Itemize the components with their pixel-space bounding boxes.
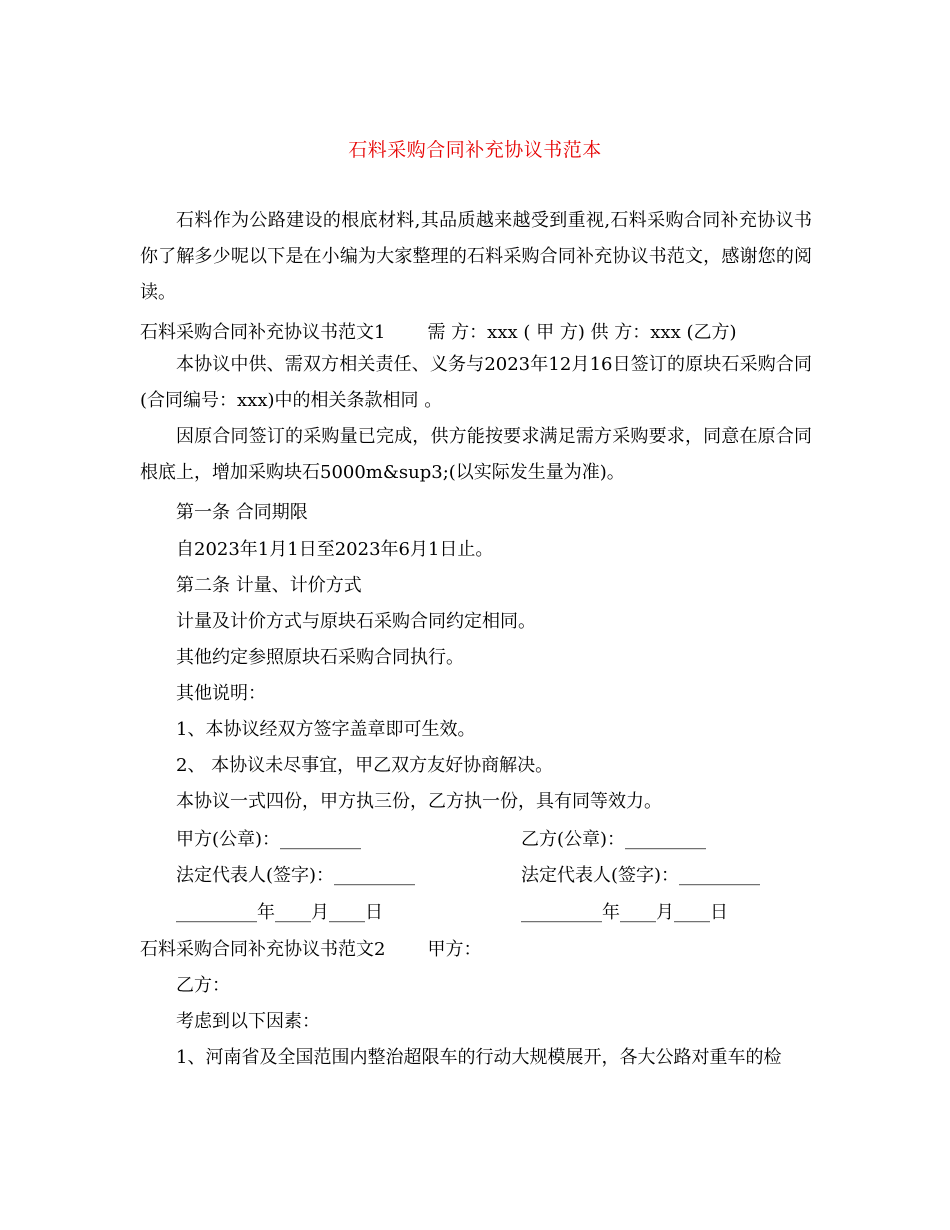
sample1-para2: 因原合同签订的采购量已完成，供方能按要求满足需方采购要求，同意在原合同根底上，增加采购块石5000m&sup3;(以实际发生量为准)。 [140,426,812,483]
sample2-consider: 考虑到以下因素： [176,1011,320,1032]
intro-paragraph: 石料作为公路建设的根底材料,其品质越来越受到重视,石料采购合同补充协议书你了解多少呢以下是在小编为大家整理的石料采购合同补充协议书范文，感谢您的阅读。 [140,210,812,303]
sample1-para1: 本协议中供、需双方相关责任、义务与2023年12月16日签订的原块石采购合同(合同编号：xxx)中的相关条款相同 。 [140,354,812,411]
sample2-party-b: 乙方： [176,975,230,996]
article1-text: 自2023年1月1日至2023年6月1日止。 [176,539,494,560]
article1-title: 第一条 合同期限 [176,502,308,523]
document-title: 石料采购合同补充协议书范本 [348,139,602,161]
sample2-party-a: 甲方： [427,939,482,960]
sample1-heading-line [140,318,737,344]
article2-title: 第二条 计量、计价方式 [176,575,362,596]
article2-text1: 计量及计价方式与原块石采购合同约定相同。 [176,611,536,632]
notes-title: 其他说明： [176,683,266,704]
sample2-heading: 石料采购合同补充协议书范文2 [140,939,386,960]
date-a: _________年____月____日 [176,902,383,923]
party-a-seal: 甲方(公章)：_________ [176,829,362,850]
rep-a-signature: 法定代表人(签字)：_________ [176,865,416,886]
article2-text2: 其他约定参照原块石采购合同执行。 [176,647,464,668]
note-2: 2、 本协议未尽事宜，甲乙双方友好协商解决。 [176,755,554,776]
sample1-parties: 需 方：xxx ( 甲 方) 供 方：xxx (乙方) [427,322,737,343]
note-1: 1、本协议经双方签字盖章即可生效。 [176,719,476,740]
rep-b-signature: 法定代表人(签字)：_________ [521,865,761,886]
party-b-seal: 乙方(公章)：_________ [521,829,707,850]
sample2-heading-line [140,935,481,961]
sample2-item1: 1、河南省及全国范围内整治超限车的行动大规模展开，各大公路对重车的检 [176,1047,782,1068]
date-b: _________年____月____日 [521,902,728,923]
copies-text: 本协议一式四份，甲方执三份，乙方执一份，具有同等效力。 [176,791,662,812]
sample1-heading: 石料采购合同补充协议书范文1 [140,322,386,343]
